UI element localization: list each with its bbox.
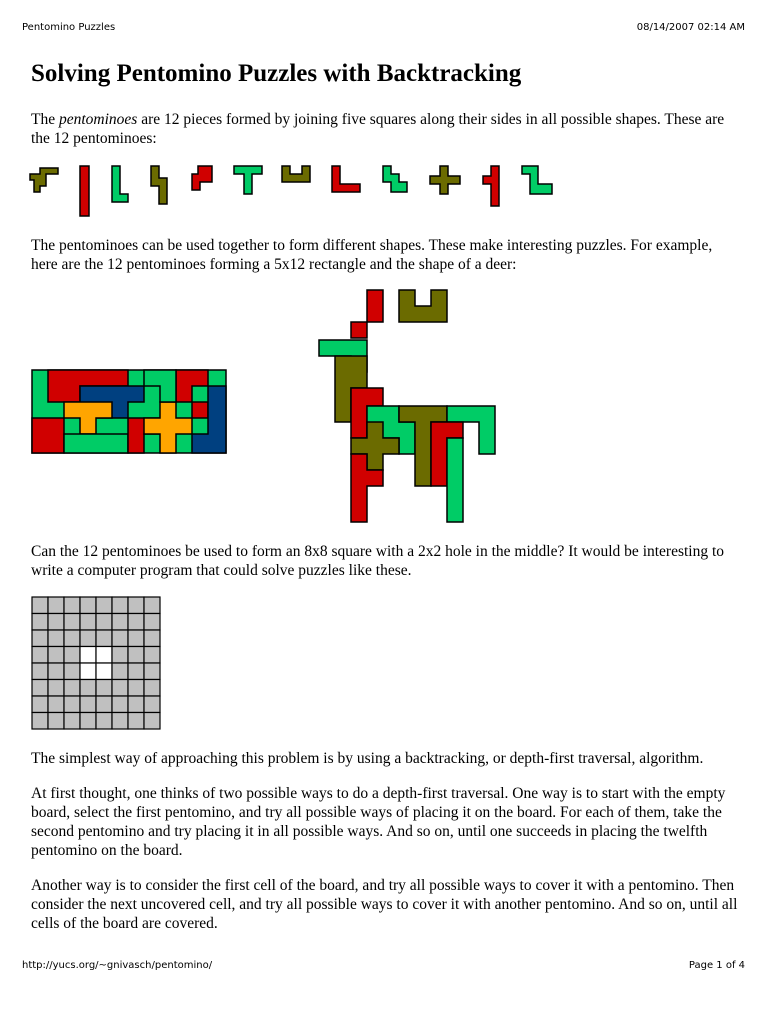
pentomino-i — [80, 166, 89, 216]
pentomino-pieces-figure — [28, 162, 558, 220]
board-cell — [80, 696, 96, 713]
pentomino-y — [483, 166, 499, 206]
board-hole-cell — [96, 663, 112, 680]
board-cell — [128, 647, 144, 664]
board-cell — [80, 630, 96, 647]
deer-figure — [317, 288, 499, 526]
board-cell — [112, 647, 128, 664]
pentomino-t — [234, 166, 262, 194]
board-hole-cell — [80, 663, 96, 680]
header-timestamp: 08/14/2007 02:14 AM — [636, 22, 745, 33]
backtracking-paragraph: The simplest way of approaching this problem is by using a backtracking, or depth-first traversal, algorithm. — [31, 750, 704, 767]
board-cell — [80, 597, 96, 614]
board-cell — [32, 713, 48, 730]
board-cell — [96, 614, 112, 631]
board-cell — [128, 614, 144, 631]
board-cell — [144, 663, 160, 680]
board-cell — [96, 597, 112, 614]
board-cell — [112, 614, 128, 631]
board-cell — [128, 630, 144, 647]
footer-page-number: Page 1 of 4 — [688, 960, 745, 971]
pentomino-u — [282, 166, 310, 182]
board-cell — [48, 614, 64, 631]
board-cell — [64, 680, 80, 697]
board-cell — [96, 630, 112, 647]
board-cell — [144, 696, 160, 713]
board-cell — [64, 663, 80, 680]
pentomino-v — [332, 166, 360, 192]
board-cell — [64, 696, 80, 713]
board-cell — [48, 597, 64, 614]
board-cell — [64, 614, 80, 631]
board-cell — [96, 713, 112, 730]
board-cell — [128, 713, 144, 730]
board-cell — [144, 647, 160, 664]
pentomino-l — [112, 166, 128, 202]
board-cell — [48, 663, 64, 680]
board-cell — [48, 630, 64, 647]
intro-text-end: are 12 pieces formed by joining five squares along their sides in all possible shapes. These are the 12 pentominoes: — [31, 111, 725, 147]
page-title: Solving Pentomino Puzzles with Backtracking — [31, 60, 522, 87]
pentomino-z — [522, 166, 552, 194]
board-cell — [32, 630, 48, 647]
board-cell — [64, 647, 80, 664]
board-cell — [96, 680, 112, 697]
board-cell — [32, 680, 48, 697]
board-cell — [48, 713, 64, 730]
board-cell — [64, 597, 80, 614]
board-cell — [128, 696, 144, 713]
intro-paragraph — [31, 110, 741, 148]
second-approach-paragraph: Another way is to consider the first cell of the board, and try all possible ways to cover it with a pentomino. Then consider the next uncovered cell, and try all possible ways to cover it with another pentomino. And so on, until all cells of the board are covered. — [31, 877, 738, 932]
board-cell — [32, 663, 48, 680]
pentomino-p — [192, 166, 212, 190]
first-approach-paragraph: At first thought, one thinks of two possible ways to do a depth-first traversal. One way is to start with the empty board, select the first pentomino, and try all possible ways of placing it on the board. For each of them, take the second pentomino and try placing it in all possible ways. And so on, until one succeeds in placing the twelfth pentomino on the board. — [31, 785, 726, 859]
board-cell — [112, 696, 128, 713]
board-cell — [96, 696, 112, 713]
shapes-paragraph: The pentominoes can be used together to form different shapes. These make interesting puzzles. For example, here are the 12 pentominoes forming a 5x12 rectangle and the shape of a deer: — [31, 237, 713, 273]
pentomino-f — [30, 168, 58, 192]
board-cell — [112, 663, 128, 680]
board-cell — [64, 630, 80, 647]
board-cell — [80, 614, 96, 631]
board-cell — [48, 696, 64, 713]
board-cell — [32, 696, 48, 713]
board-cell — [144, 630, 160, 647]
board-cell — [128, 597, 144, 614]
board-hole-cell — [80, 647, 96, 664]
board-cell — [48, 647, 64, 664]
board-cell — [32, 597, 48, 614]
board-hole-cell — [96, 647, 112, 664]
board-cell — [112, 597, 128, 614]
pentominoes-term: pentominoes — [58, 111, 138, 128]
board-cell — [48, 680, 64, 697]
board-cell — [112, 713, 128, 730]
board-cell — [112, 680, 128, 697]
board-cell — [80, 680, 96, 697]
board-cell — [144, 597, 160, 614]
pentomino-n — [151, 166, 167, 204]
pentomino-w — [383, 166, 407, 192]
board-cell — [112, 630, 128, 647]
board-cell — [128, 663, 144, 680]
question-paragraph: Can the 12 pentominoes be used to form an 8x8 square with a 2x2 hole in the middle? It would be interesting to write a computer program that could solve puzzles like these. — [31, 543, 725, 579]
rectangle-5x12-figure — [31, 369, 227, 455]
footer-url: http://yucs.org/~gnivasch/pentomino/ — [22, 960, 213, 971]
board-cell — [32, 647, 48, 664]
board-cell — [128, 680, 144, 697]
board-cell — [144, 680, 160, 697]
board-cell — [32, 614, 48, 631]
pentomino-x — [430, 166, 460, 194]
board-cell — [64, 713, 80, 730]
board-8x8-figure — [31, 596, 163, 732]
board-cell — [144, 614, 160, 631]
intro-text-start: The — [31, 111, 59, 128]
board-cell — [144, 713, 160, 730]
board-cell — [80, 713, 96, 730]
header-page-title: Pentomino Puzzles — [22, 22, 116, 33]
